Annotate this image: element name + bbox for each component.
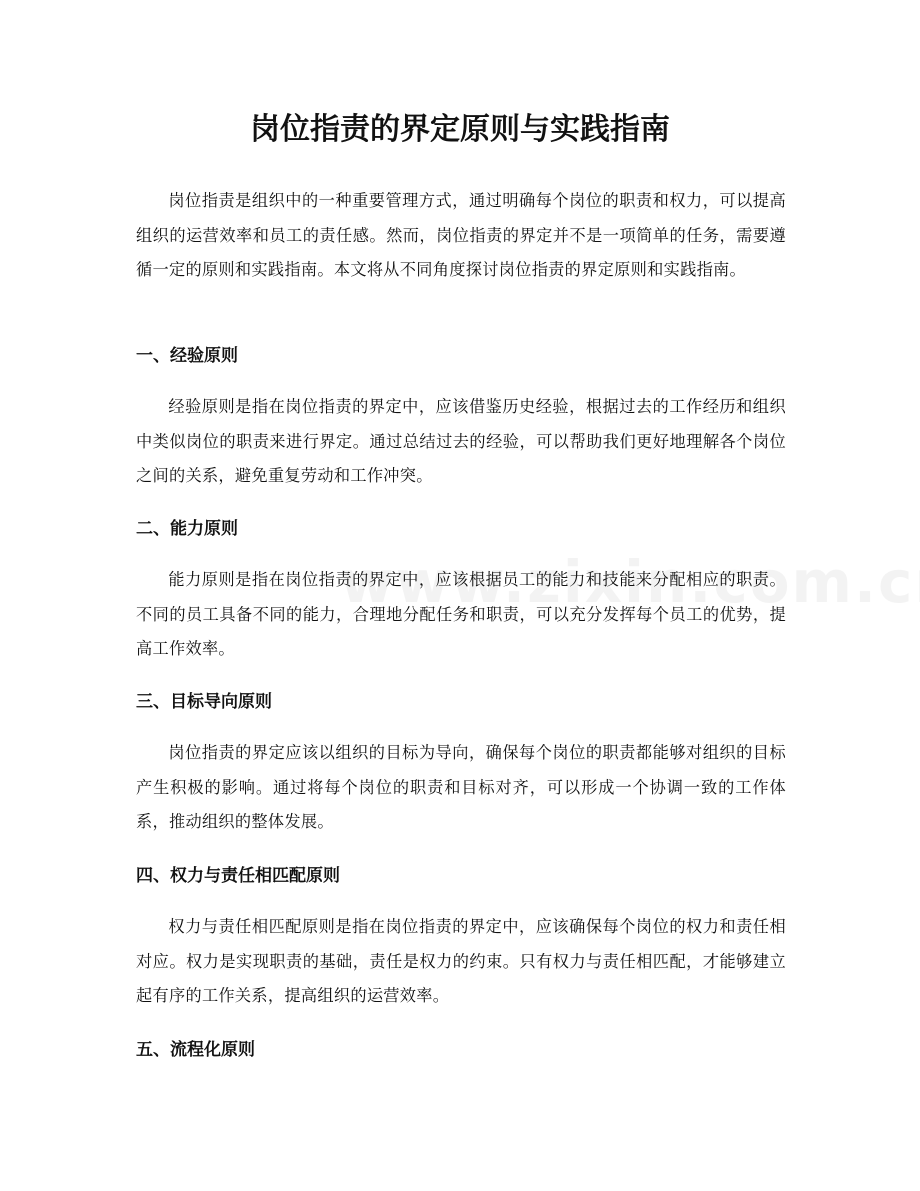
section-body-ability: 能力原则是指在岗位指责的界定中，应该根据员工的能力和技能来分配相应的职责。不同的员工具备不同的能力，合理地分配任务和职责，可以充分发挥每个员工的优势，提高工作效率。 (136, 570, 786, 658)
section-body-power-responsibility: 权力与责任相匹配原则是指在岗位指责的界定中，应该确保每个岗位的权力和责任相对应。权力是实现职责的基础，责任是权力的约束。只有权力与责任相匹配，才能够建立起有序的工作关系，提高组织的运营效率。 (136, 917, 786, 1005)
section-body-goal-oriented: 岗位指责的界定应该以组织的目标为导向，确保每个岗位的职责都能够对组织的目标产生积极的影响。通过将每个岗位的职责和目标对齐，可以形成一个协调一致的工作体系，推动组织的整体发展。 (136, 743, 786, 831)
section-heading-process: 五、流程化原则 (136, 1040, 255, 1060)
document-title: 岗位指责的界定原则与实践指南 (250, 112, 670, 147)
section-heading-power-responsibility: 四、权力与责任相匹配原则 (136, 866, 340, 886)
intro-paragraph: 岗位指责是组织中的一种重要管理方式，通过明确每个岗位的职责和权力，可以提高组织的运营效率和员工的责任感。然而，岗位指责的界定并不是一项简单的任务，需要遵循一定的原则和实践指南。本文将从不同角度探讨岗位指责的界定原则和实践指南。 (136, 191, 786, 279)
section-heading-experience: 一、经验原则 (136, 346, 238, 366)
section-heading-ability: 二、能力原则 (136, 519, 238, 539)
section-body-experience: 经验原则是指在岗位指责的界定中，应该借鉴历史经验，根据过去的工作经历和组织中类似岗位的职责来进行界定。通过总结过去的经验，可以帮助我们更好地理解各个岗位之间的关系，避免重复劳动和工作冲突。 (136, 397, 786, 485)
section-heading-goal-oriented: 三、目标导向原则 (136, 692, 272, 712)
